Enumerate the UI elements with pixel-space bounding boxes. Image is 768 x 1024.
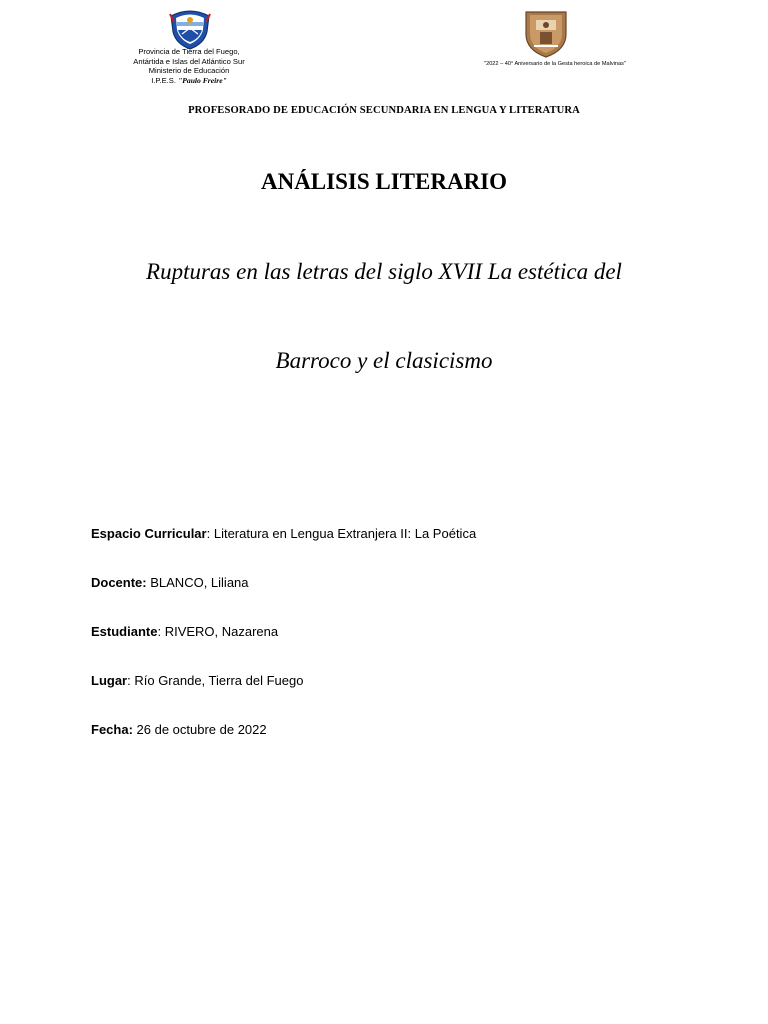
date-label: Fecha: [91, 722, 133, 737]
teacher-field [91, 575, 249, 591]
student-value: : RIVERO, Nazarena [157, 624, 279, 639]
shield-icon [522, 6, 570, 58]
place-value: : Río Grande, Tierra del Fuego [127, 673, 304, 688]
student-label: Estudiante [91, 624, 158, 639]
curricular-field [91, 526, 476, 542]
subtitle-line-2: Barroco y el clasicismo [275, 348, 493, 373]
place-field [91, 673, 303, 689]
institution-line: Ministerio de Educación [148, 66, 230, 76]
place-label: Lugar [91, 673, 128, 688]
date-value: 26 de octubre de 2022 [132, 722, 267, 737]
ipes-prefix: I.P.E.S. [151, 75, 179, 85]
student-field [91, 624, 278, 640]
curricular-label: Espacio Curricular [91, 526, 207, 541]
coat-of-arms-icon [168, 8, 212, 50]
teacher-label: Docente: [91, 575, 147, 590]
institution-block [104, 47, 274, 85]
institution-line: Antártida e Islas del Atlántico Sur [133, 56, 245, 66]
document-title: ANÁLISIS LITERARIO [260, 169, 508, 194]
anniversary-text: "2022 – 40° Aniversario de la Gesta heroica de Malvinas" [484, 61, 626, 67]
institution-line: Provincia de Tierra del Fuego, [138, 47, 240, 56]
date-field [91, 722, 267, 738]
subtitle-line-1: Rupturas en las letras del siglo XVII La estética del [146, 259, 622, 284]
curricular-value: : Literatura en Lengua Extranjera II: La Poética [206, 526, 477, 541]
program-title: PROFESORADO DE EDUCACIÓN SECUNDARIA EN LENGUA Y LITERATURA [188, 105, 580, 116]
institute-name [104, 76, 274, 86]
ipes-name: "Paulo Freire" [178, 75, 227, 85]
teacher-value: BLANCO, Liliana [146, 575, 249, 590]
